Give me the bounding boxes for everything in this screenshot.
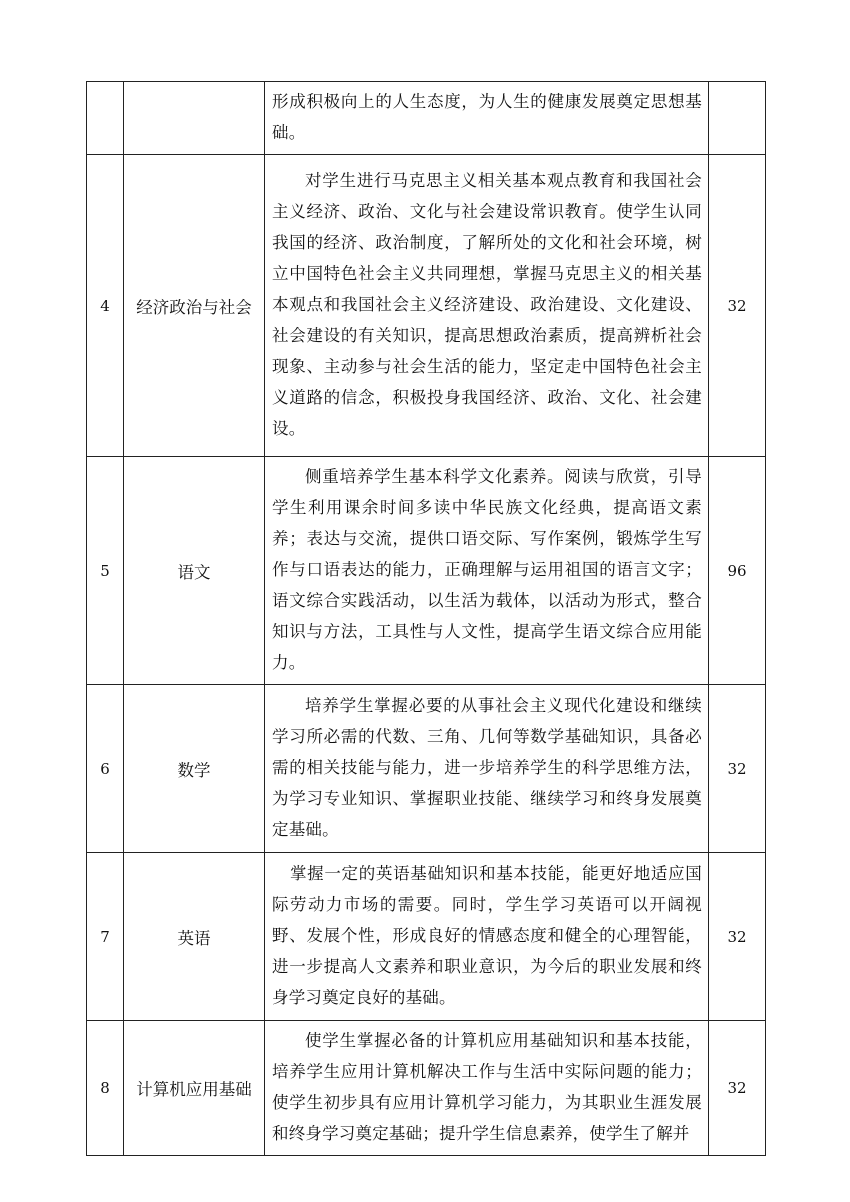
course-description-text: 使学生掌握必备的计算机应用基础知识和基本技能，培养学生应用计算机解决工作与生活中实际问题的能力；使学生初步具有应用计算机学习能力，为其职业生涯发展和终身学习奠定基础；提升学生信息素养，使学生了解并 [272,1031,702,1143]
course-description [265,685,709,853]
course-name: 数学 [124,685,265,853]
table-row [87,1021,766,1156]
course-description-text: 对学生进行马克思主义相关基本观点教育和我国社会主义经济、政治、文化与社会建设常识教育。使学生认同我国的经济、政治制度，了解所处的文化和社会环境，树立中国特色社会主义共同理想，掌握马克思主义的相关基本观点和我国社会主义经济建设、政治建设、文化建设、社会建设的有关知识，提高思想政治素质，提高辨析社会现象、主动参与社会生活的能力，坚定走中国特色社会主义道路的信念，积极投身我国经济、政治、文化、社会建设。 [272,171,702,438]
course-description-text: 培养学生掌握必要的从事社会主义现代化建设和继续学习所必需的代数、三角、几何等数学基础知识，具备必需的相关技能与能力，进一步培养学生的科学思维方法，为学习专业知识、掌握职业技能、继续学习和终身发展奠定基础。 [272,696,702,839]
course-description [265,1021,709,1156]
row-number: 7 [87,853,124,1021]
row-number [87,82,124,155]
course-description-text: 形成积极向上的人生态度，为人生的健康发展奠定思想基础。 [272,92,702,142]
course-hours: 32 [709,1021,766,1156]
course-name [124,82,265,155]
curriculum-table [86,81,766,1156]
table-row [87,853,766,1021]
course-description [265,853,709,1021]
table-row [87,82,766,155]
course-name: 计算机应用基础 [124,1021,265,1156]
course-description [265,82,709,155]
course-description [265,155,709,457]
course-name: 语文 [124,457,265,685]
course-hours: 96 [709,457,766,685]
course-description-text: 掌握一定的英语基础知识和基本技能，能更好地适应国际劳动力市场的需要。同时，学生学习英语可以开阔视野、发展个性，形成良好的情感态度和健全的心理智能，进一步提高人文素养和职业意识，为今后的职业发展和终身学习奠定良好的基础。 [272,864,702,1007]
table-row [87,685,766,853]
course-hours: 32 [709,155,766,457]
course-hours: 32 [709,853,766,1021]
course-name: 英语 [124,853,265,1021]
row-number: 8 [87,1021,124,1156]
course-hours [709,82,766,155]
table-row [87,155,766,457]
course-hours: 32 [709,685,766,853]
row-number: 5 [87,457,124,685]
row-number: 4 [87,155,124,457]
row-number: 6 [87,685,124,853]
course-name: 经济政治与社会 [124,155,265,457]
course-description [265,457,709,685]
table-row [87,457,766,685]
course-description-text: 侧重培养学生基本科学文化素养。阅读与欣赏，引导学生利用课余时间多读中华民族文化经典，提高语文素养；表达与交流，提供口语交际、写作案例，锻炼学生写作与口语表达的能力，正确理解与运用祖国的语言文字；语文综合实践活动，以生活为载体，以活动为形式，整合知识与方法，工具性与人文性，提高学生语文综合应用能力。 [272,467,702,672]
